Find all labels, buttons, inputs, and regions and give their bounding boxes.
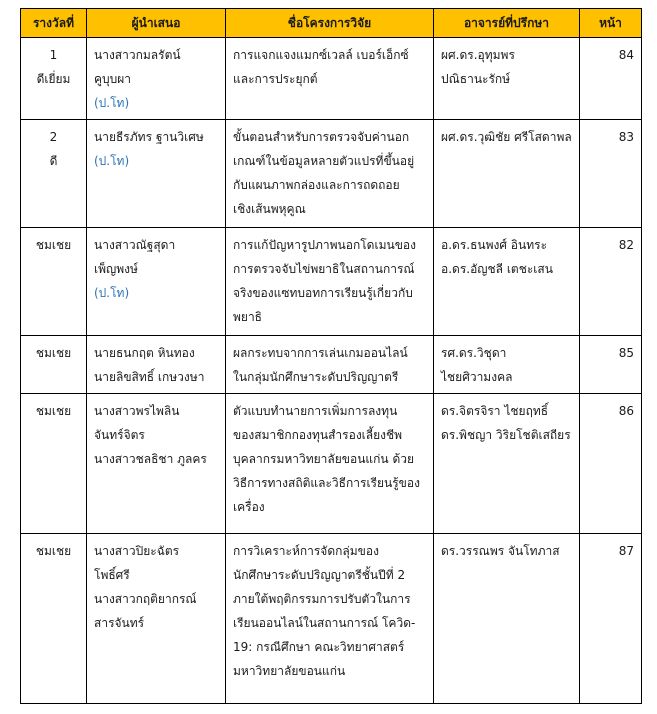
title-line: มหาวิทยาลัยขอนแก่น [233, 664, 346, 678]
title-cell [226, 336, 434, 394]
title-line: วิธีการทางสถิติและวิธีการเรียนรู้ของ [233, 476, 420, 490]
page-number: 84 [580, 38, 642, 120]
presenter-cell [87, 120, 226, 228]
award-text: ชมเชย [35, 346, 72, 360]
header-page: หน้า [580, 9, 642, 38]
presenter-name: นายธนกฤต หินทอง [94, 346, 195, 360]
advisor-name: ดร.วรรณพร จันโทภาส [441, 544, 560, 558]
table-row [21, 394, 642, 534]
title-line: ภายใต้พฤติกรรมการปรับตัวในการ [233, 592, 411, 606]
title-cell [226, 228, 434, 336]
title-line: นักศึกษาระดับปริญญาตรีชั้นปีที่ 2 [233, 568, 406, 582]
presenter-name: นางสาวกมลรัตน์ [94, 48, 181, 62]
page-number: 83 [580, 120, 642, 228]
page-number: 82 [580, 228, 642, 336]
award-text: 2 [49, 130, 58, 144]
title-line: กับแผนภาพกล่องและการถดถอย [233, 178, 400, 192]
presenter-name: นางสาวชลธิชา ภูลคร [94, 452, 207, 466]
award-cell [21, 534, 87, 704]
advisor-name: รศ.ดร.วิชุดา [441, 346, 507, 360]
title-line: พยาธิ [233, 310, 263, 324]
award-cell [21, 38, 87, 120]
advisor-cell [434, 228, 580, 336]
presenter-cell [87, 38, 226, 120]
presenter-cell [87, 228, 226, 336]
advisor-name: ผศ.ดร.วุฒิชัย ศรีโสดาพล [441, 130, 572, 144]
table-header [21, 9, 642, 38]
award-text: ชมเชย [35, 404, 72, 418]
title-line: ผลกระทบจากการเล่นเกมออนไลน์ [233, 346, 408, 360]
title-line: การวิเคราะห์การจัดกลุ่มของ [233, 544, 379, 558]
header-row [21, 9, 642, 38]
title-line: การแก้ปัญหารูปภาพนอกโดเมนของ [233, 238, 416, 252]
header-advisor: อาจารย์ที่ปรึกษา [434, 9, 580, 38]
presenter-name: นางสาวปิยะฉัตร [94, 544, 180, 558]
title-line: ในกลุ่มนักศึกษาระดับปริญญาตรี [233, 370, 399, 384]
title-line: 19: กรณีศึกษา คณะวิทยาศาสตร์ [233, 640, 405, 654]
advisor-name: ปณิธานะรักษ์ [441, 72, 511, 86]
presenter-name: โพธิ์ศรี [94, 568, 130, 582]
title-line: เกณฑ์ในข้อมูลหลายตัวแปรที่ขึ้นอยู่ [233, 154, 415, 168]
page-number: 85 [580, 336, 642, 394]
degree-label: (ป.โท) [94, 96, 130, 110]
presenter-name: นางสาวกฤติยากรณ์ [94, 592, 197, 606]
advisor-name: อ.ดร.ธนพงศ์ อินทระ [441, 238, 548, 252]
award-text: ดี [49, 154, 58, 168]
award-cell [21, 120, 87, 228]
advisor-cell [434, 394, 580, 534]
presenter-name: นายธีรภัทร ฐานวิเศษ [94, 130, 204, 144]
award-cell [21, 336, 87, 394]
presenter-name: คูบุบผา [94, 72, 132, 86]
advisor-cell [434, 534, 580, 704]
advisor-name: ไชยศิวามงคล [441, 370, 513, 384]
award-text: ดีเยี่ยม [36, 72, 71, 86]
table-row [21, 534, 642, 704]
title-line: บุคลากรมหาวิทยาลัยขอนแก่น ด้วย [233, 452, 415, 466]
title-line: และการประยุกต์ [233, 72, 318, 86]
degree-label: (ป.โท) [94, 154, 130, 168]
title-cell [226, 120, 434, 228]
advisor-cell [434, 336, 580, 394]
award-cell [21, 228, 87, 336]
presenter-name: นางสาวพรไพลิน [94, 404, 180, 418]
awards-table [20, 8, 642, 704]
title-cell [226, 38, 434, 120]
advisor-name: อ.ดร.อัญชลี เตชะเสน [441, 262, 553, 276]
title-line: ขั้นตอนสำหรับการตรวจจับค่านอก [233, 130, 410, 144]
presenter-cell [87, 336, 226, 394]
header-presenter: ผู้นำเสนอ [87, 9, 226, 38]
award-text: 1 [49, 48, 58, 62]
advisor-cell [434, 38, 580, 120]
presenter-cell [87, 534, 226, 704]
presenter-name: จันทร์จิตร [94, 428, 145, 442]
award-text: ชมเชย [35, 544, 72, 558]
advisor-name: ดร.จิตรจิรา ไชยฤทธิ์ [441, 404, 549, 418]
presenter-name: เพ็ญพงษ์ [94, 262, 138, 276]
presenter-name: สารจันทร์ [94, 616, 145, 630]
title-line: เรียนออนไลน์ในสถานการณ์ โควิด- [233, 616, 416, 630]
table-body [21, 38, 642, 704]
presenter-cell [87, 394, 226, 534]
advisor-name: ดร.พิชญา วิริยโชติเสถียร [441, 428, 571, 442]
award-text: ชมเชย [35, 238, 72, 252]
title-line: การแจกแจงแมกซ์เวลล์ เบอร์เอ็กซ์ [233, 48, 409, 62]
title-line: จริงของแซทบอทการเรียนรู้เกี่ยวกับ [233, 286, 413, 300]
award-cell [21, 394, 87, 534]
title-line: การตรวจจับไข่พยาธิในสถานการณ์ [233, 262, 415, 276]
title-line: เชิงเส้นพหุคูณ [233, 202, 306, 216]
degree-label: (ป.โท) [94, 286, 130, 300]
title-line: เครื่อง [233, 500, 265, 514]
table-row [21, 38, 642, 120]
advisor-cell [434, 120, 580, 228]
title-cell [226, 534, 434, 704]
table-row [21, 120, 642, 228]
page-number: 87 [580, 534, 642, 704]
advisor-name: ผศ.ดร.อุทุมพร [441, 48, 515, 62]
table-row [21, 336, 642, 394]
header-title: ชื่อโครงการวิจัย [226, 9, 434, 38]
table-row [21, 228, 642, 336]
presenter-name: นางสาวณัฐสุดา [94, 238, 176, 252]
title-cell [226, 394, 434, 534]
page-number: 86 [580, 394, 642, 534]
title-line: ตัวแบบทำนายการเพิ่มการลงทุน [233, 404, 398, 418]
presenter-name: นายลิขสิทธิ์ เกษวงษา [94, 370, 205, 384]
header-award: รางวัลที่ [21, 9, 87, 38]
title-line: ของสมาชิกกองทุนสำรองเลี้ยงชีพ [233, 428, 403, 442]
